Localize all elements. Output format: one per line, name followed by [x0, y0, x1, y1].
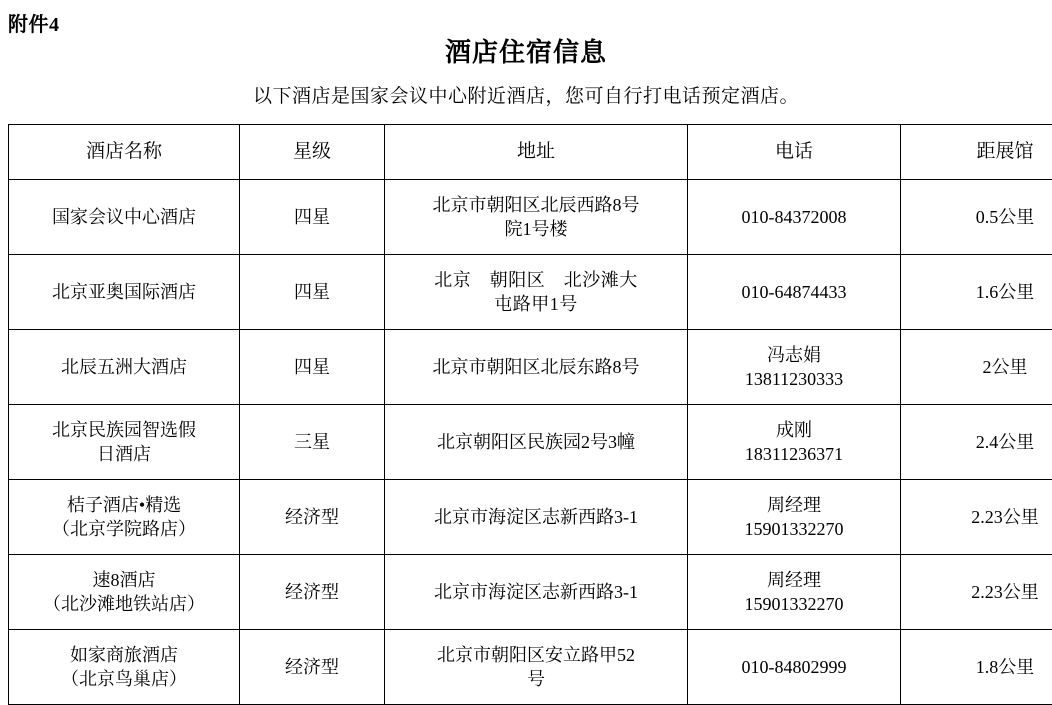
address-line-1: 北京市朝阳区北辰西路8号	[391, 193, 681, 217]
cell-phone	[688, 555, 901, 630]
cell-address	[385, 480, 688, 555]
cell-star: 四星	[240, 330, 385, 405]
cell-phone	[688, 405, 901, 480]
address-line-1: 北京市海淀区志新西路3-1	[391, 505, 681, 529]
phone-line-2: 15901332270	[694, 592, 894, 616]
phone-line-2: 18311236371	[694, 442, 894, 466]
cell-hotel-name	[9, 405, 240, 480]
cell-phone	[688, 255, 901, 330]
address-line-1: 北京市朝阳区安立路甲52	[391, 643, 681, 667]
address-line-1: 北京市海淀区志新西路3-1	[391, 580, 681, 604]
cell-hotel-name	[9, 630, 240, 705]
address-line-1: 北京市朝阳区北辰东路8号	[391, 355, 681, 379]
hotel-name-line-1: 如家商旅酒店	[15, 643, 233, 667]
address-line-1: 北京朝阳区民族园2号3幢	[391, 430, 681, 454]
cell-hotel-name	[9, 480, 240, 555]
address-line-2: 院1号楼	[391, 217, 681, 241]
cell-distance: 2.23公里	[901, 480, 1052, 555]
page-title: 酒店住宿信息	[0, 0, 1052, 69]
cell-star: 经济型	[240, 555, 385, 630]
cell-star: 四星	[240, 180, 385, 255]
hotel-name-line-1: 国家会议中心酒店	[15, 205, 233, 229]
cell-distance: 1.6公里	[901, 255, 1052, 330]
phone-line-1: 010-84372008	[694, 205, 894, 229]
hotel-info-table	[8, 124, 1052, 705]
phone-line-1: 010-64874433	[694, 280, 894, 304]
address-line-2: 号	[391, 667, 681, 691]
cell-phone	[688, 330, 901, 405]
phone-line-1: 周经理	[694, 568, 894, 592]
hotel-name-line-2: （北京鸟巢店）	[15, 667, 233, 691]
cell-hotel-name	[9, 255, 240, 330]
table-row	[9, 555, 1052, 630]
hotel-name-line-1: 北京亚奥国际酒店	[15, 280, 233, 304]
page-subtitle: 以下酒店是国家会议中心附近酒店，您可自行打电话预定酒店。	[0, 69, 1052, 108]
cell-hotel-name	[9, 180, 240, 255]
cell-phone	[688, 630, 901, 705]
table-row	[9, 480, 1052, 555]
cell-hotel-name	[9, 330, 240, 405]
hotel-name-line-2: （北京学院路店）	[15, 517, 233, 541]
cell-phone	[688, 480, 901, 555]
phone-line-1: 周经理	[694, 493, 894, 517]
cell-distance: 2公里	[901, 330, 1052, 405]
address-line-2: 屯路甲1号	[391, 292, 681, 316]
hotel-name-line-1: 北辰五洲大酒店	[15, 355, 233, 379]
phone-line-2: 13811230333	[694, 367, 894, 391]
hotel-name-line-1: 桔子酒店•精选	[15, 493, 233, 517]
hotel-name-line-1: 北京民族园智选假	[15, 418, 233, 442]
table-header-row	[9, 125, 1052, 180]
cell-star: 三星	[240, 405, 385, 480]
cell-star: 经济型	[240, 630, 385, 705]
table-row	[9, 405, 1052, 480]
column-header-address: 地址	[385, 125, 688, 180]
cell-distance: 1.8公里	[901, 630, 1052, 705]
cell-address	[385, 630, 688, 705]
hotel-name-line-2: （北沙滩地铁站店）	[15, 592, 233, 616]
column-header-hotel-name: 酒店名称	[9, 125, 240, 180]
cell-distance: 0.5公里	[901, 180, 1052, 255]
cell-address	[385, 255, 688, 330]
attachment-label: 附件4	[8, 8, 60, 37]
phone-line-1: 成刚	[694, 418, 894, 442]
phone-line-1: 010-84802999	[694, 655, 894, 679]
table-row	[9, 330, 1052, 405]
cell-address	[385, 330, 688, 405]
column-header-phone: 电话	[688, 125, 901, 180]
column-header-star: 星级	[240, 125, 385, 180]
table-row	[9, 630, 1052, 705]
cell-star: 四星	[240, 255, 385, 330]
cell-address	[385, 555, 688, 630]
cell-distance: 2.23公里	[901, 555, 1052, 630]
cell-star: 经济型	[240, 480, 385, 555]
cell-distance: 2.4公里	[901, 405, 1052, 480]
table-row	[9, 255, 1052, 330]
phone-line-1: 冯志娟	[694, 343, 894, 367]
column-header-distance: 距展馆	[901, 125, 1052, 180]
cell-phone	[688, 180, 901, 255]
address-line-1: 北京 朝阳区 北沙滩大	[391, 268, 681, 292]
cell-address	[385, 405, 688, 480]
cell-hotel-name	[9, 555, 240, 630]
table-row	[9, 180, 1052, 255]
cell-address	[385, 180, 688, 255]
hotel-name-line-2: 日酒店	[15, 442, 233, 466]
hotel-name-line-1: 速8酒店	[15, 568, 233, 592]
phone-line-2: 15901332270	[694, 517, 894, 541]
